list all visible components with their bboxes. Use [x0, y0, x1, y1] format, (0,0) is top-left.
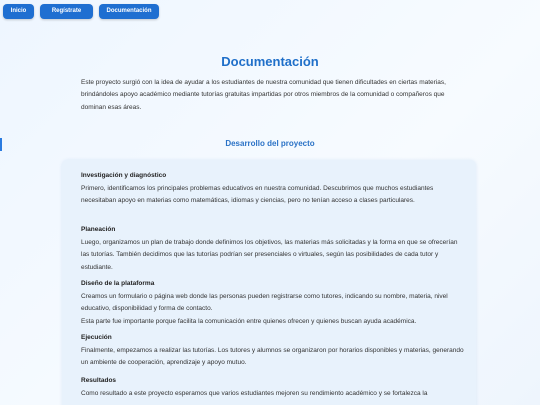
- step-title: Diseño de la plataforma: [81, 280, 155, 287]
- step-title: Resultados: [81, 377, 117, 384]
- step-text: Primero, identificamos los principales problemas educativos en nuestra comunidad. Descubrimos que muchos estudiantes necesitaban apoyo en materias como matemáticas, idiomas y ciencias, pero no tenían acceso a clases particulares.: [81, 185, 434, 205]
- step-diseno: [81, 280, 466, 328]
- step-text: Finalmente, empezamos a realizar las tutorías. Los tutores y alumnos se organizaron por horarios disponibles y materias, generando un ambiente de cooperación, aprendizaje y apoyo mutuo.: [81, 347, 464, 367]
- step-text: Luego, organizamos un plan de trabajo donde definimos los objetivos, las materias más solicitadas y la forma en que se ofrecerían las tutorías. También decidimos que las tutorías podrían ser presenciales o virtuales, según las posibilidades de cada tutor y estudiante.: [81, 239, 458, 271]
- top-nav: [3, 4, 159, 19]
- page-title: Documentación: [221, 54, 319, 69]
- step-investigacion: [81, 172, 466, 208]
- step-resultados: [81, 377, 466, 400]
- step-title: Ejecución: [81, 334, 112, 341]
- step-title: Investigación y diagnóstico: [81, 172, 167, 179]
- step-text: Como resultado a este proyecto esperamos que varios estudiantes mejoren su rendimiento académico y se fortalezca la: [81, 390, 428, 397]
- section-title: Desarrollo del proyecto: [225, 139, 315, 148]
- step-title: Planeación: [81, 226, 116, 233]
- documentacion-button[interactable]: Documentación: [99, 4, 159, 19]
- registrate-button[interactable]: Regístrate: [40, 4, 93, 19]
- step-planeacion: [81, 226, 466, 274]
- intro-paragraph: Este proyecto surgió con la idea de ayudar a los estudiantes de nuestra comunidad que tienen dificultades en ciertas materias, brindándoles apoyo académico mediante tutorías gratuitas impartidas por otros miembros de la comunidad o compañeros que dominan esas áreas.: [81, 79, 446, 111]
- inicio-button[interactable]: Inicio: [3, 4, 34, 19]
- step-text: Creamos un formulario o página web donde las personas pueden registrarse como tutores, indicando su nombre, materia, nivel educativo, disponibilidad y forma de contacto. Esta parte fue importante porque facilita la comunicación entre quienes ofrecen y quienes buscan ayuda académica.: [81, 293, 448, 325]
- step-ejecucion: [81, 334, 466, 370]
